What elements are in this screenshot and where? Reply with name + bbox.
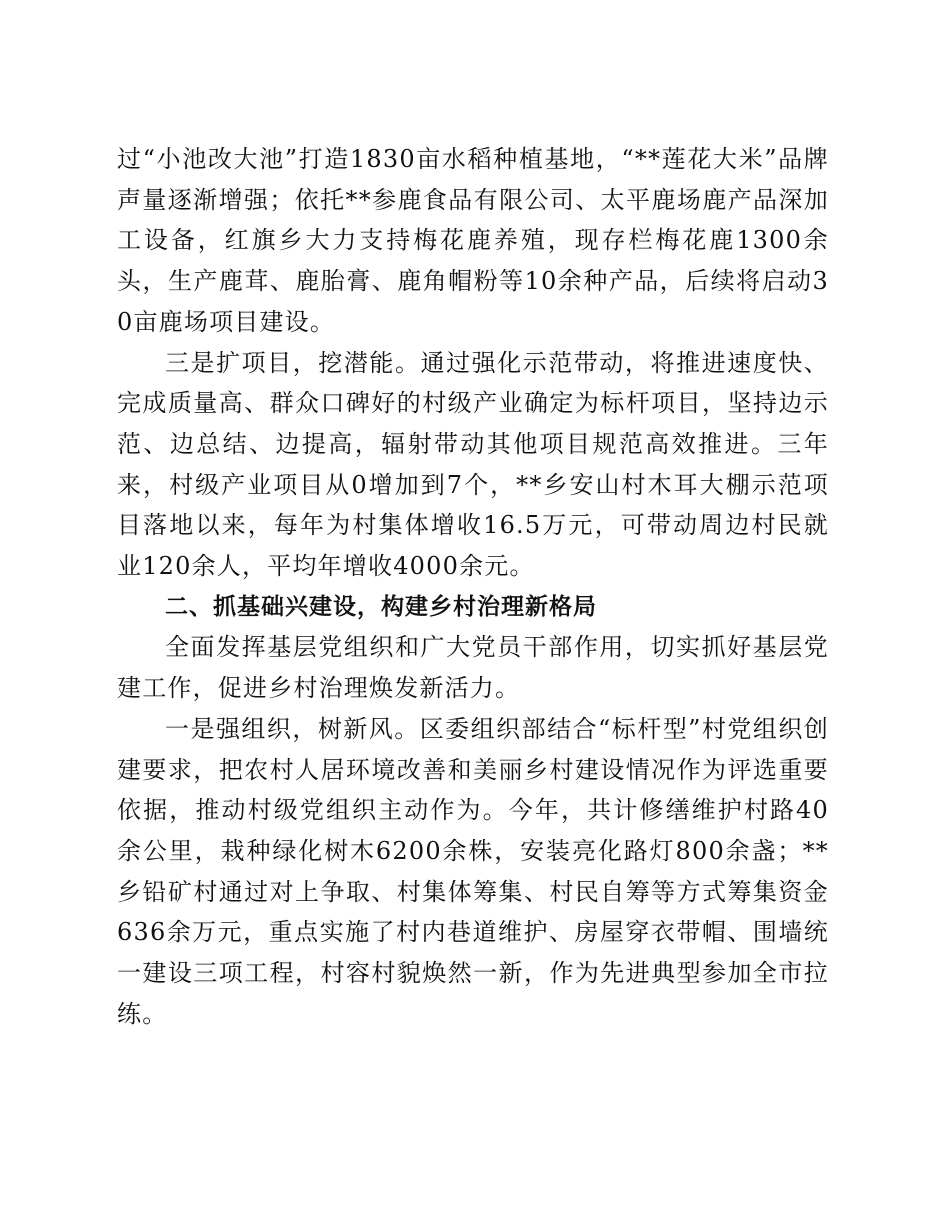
section-heading-rural-governance: 二、抓基础兴建设，构建乡村治理新格局	[165, 593, 597, 620]
paragraph-strengthen-organization: 一是强组织，树新风。区委组织部结合“标杆型”村党组织创建要求，把农村人居环境改善和美丽乡村建设情况作为评选重要依据，推动村级党组织主动作为。今年，共计修缮维护村路40余公里，栽种绿化树木6200余株，安装亮化路灯800余盏；**乡铅矿村通过对上争取、村集体筹集、村民自筹等方式筹集资金636余万元，重点实施了村内巷道维护、房屋穿衣带帽、围墙统一建设三项工程，村容村貌焕然一新，作为先进典型参加全市拉练。	[117, 714, 829, 1028]
paragraph-party-organization-role: 全面发挥基层党组织和广大党员干部作用，切实抓好基层党建工作，促进乡村治理焕发新活力。	[117, 633, 829, 703]
paragraph-rice-deer-industry: 过“小池改大池”打造1830亩水稻种植基地，“**莲花大米”品牌声量逐渐增强；依托**参鹿食品有限公司、太平鹿场鹿产品深加工设备，红旗乡大力支持梅花鹿养殖，现存栏梅花鹿1300余头，生产鹿茸、鹿胎膏、鹿角帽粉等10余种产品，后续将启动30亩鹿场项目建设。	[117, 145, 829, 336]
document-body	[117, 139, 829, 1034]
paragraph-expand-projects: 三是扩项目，挖潜能。通过强化示范带动，将推进速度快、完成质量高、群众口碑好的村级产业确定为标杆项目，坚持边示范、边总结、边提高，辐射带动其他项目规范高效推进。三年来，村级产业项目从0增加到7个，**乡安山村木耳大棚示范项目落地以来，每年为村集体增收16.5万元，可带动周边村民就业120余人，平均年增收4000余元。	[117, 348, 829, 581]
